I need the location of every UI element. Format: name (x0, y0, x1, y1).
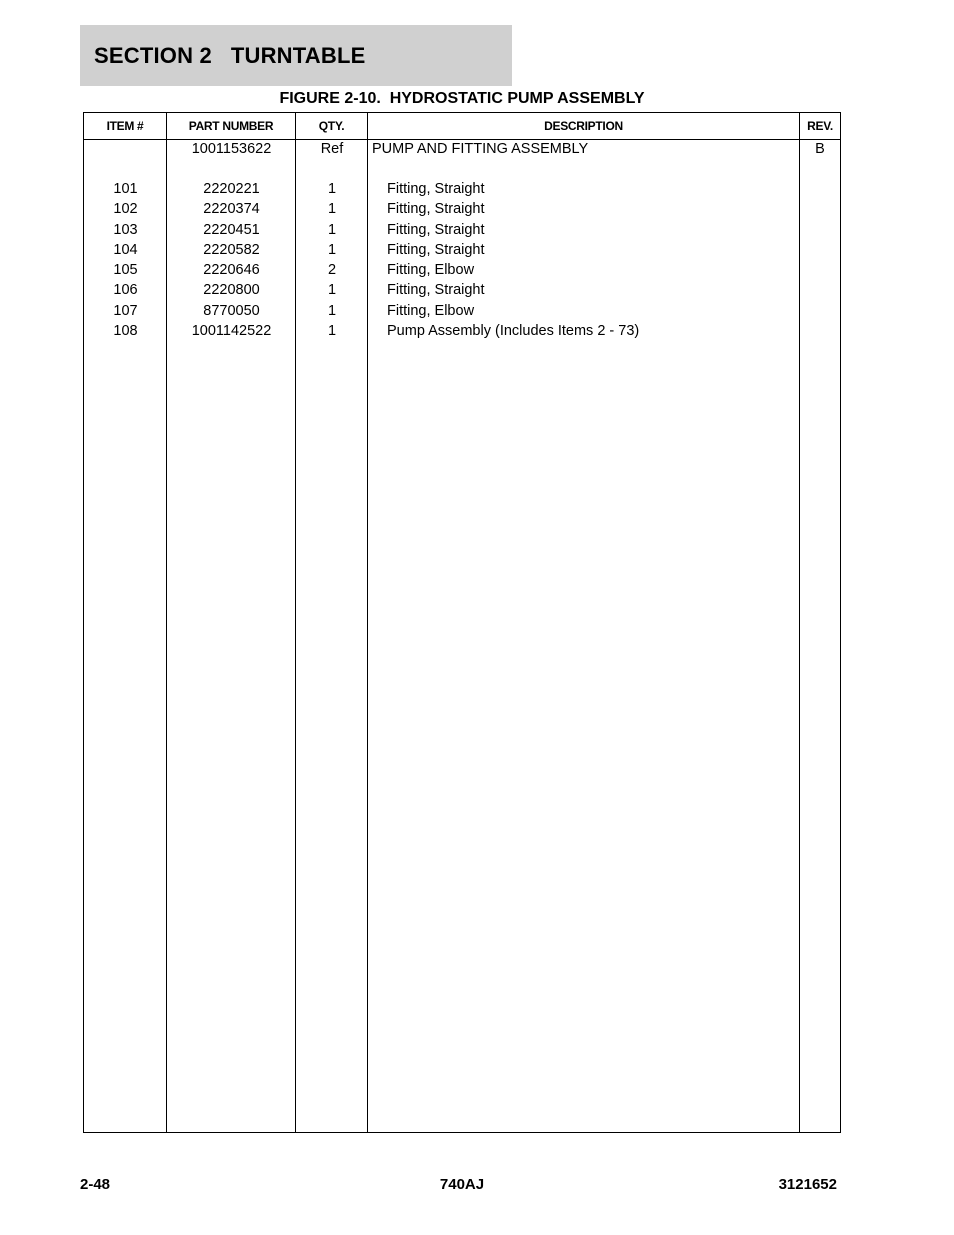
cell-part-number: 2220800 (203, 282, 260, 298)
cell-item: 105 (113, 262, 138, 278)
cell-qty: 1 (327, 303, 337, 319)
cell-description: Fitting, Straight (387, 181, 485, 197)
cell-qty: 2 (327, 262, 337, 278)
cell-part-number: 2220221 (203, 181, 260, 197)
cell-item: 104 (113, 242, 138, 258)
cell-qty: 1 (327, 323, 337, 339)
cell-item: 106 (113, 282, 138, 298)
cell-description: Fitting, Straight (387, 282, 485, 298)
cell-qty: Ref (320, 141, 344, 157)
header-rev: REV. (807, 119, 833, 133)
cell-part-number: 2220451 (203, 222, 260, 238)
cell-item: 103 (113, 222, 138, 238)
cell-part-number: 2220374 (203, 201, 260, 217)
cell-description: Fitting, Elbow (387, 262, 475, 278)
footer-model: 740AJ (439, 1176, 485, 1193)
footer-page-number: 2-48 (80, 1176, 111, 1193)
cell-description: PUMP AND FITTING ASSEMBLY (372, 141, 589, 157)
cell-description: Fitting, Straight (387, 222, 485, 238)
cell-description: Pump Assembly (Includes Items 2 - 73) (387, 323, 640, 339)
cell-description: Fitting, Straight (387, 242, 485, 258)
footer-manual-number: 3121652 (778, 1176, 837, 1193)
cell-part-number: 2220646 (203, 262, 260, 278)
cell-qty: 1 (327, 201, 337, 217)
cell-part-number: 1001153622 (191, 141, 272, 157)
cell-qty: 1 (327, 282, 337, 298)
header-qty: QTY. (318, 119, 345, 133)
cell-part-number: 8770050 (203, 303, 260, 319)
cell-description: Fitting, Elbow (387, 303, 475, 319)
cell-part-number: 2220582 (203, 242, 260, 258)
section-title: SECTION 2 TURNTABLE (94, 42, 366, 68)
cell-item: 102 (113, 201, 138, 217)
header-description: DESCRIPTION (544, 119, 623, 133)
header-item: ITEM # (106, 119, 144, 133)
parts-table (83, 112, 841, 1133)
cell-qty: 1 (327, 222, 337, 238)
cell-item: 107 (113, 303, 138, 319)
cell-item: 108 (113, 323, 138, 339)
cell-qty: 1 (327, 181, 337, 197)
cell-qty: 1 (327, 242, 337, 258)
cell-rev: B (815, 141, 825, 157)
cell-part-number: 1001142522 (191, 323, 272, 339)
header-part-number: PART NUMBER (188, 119, 274, 133)
figure-title: FIGURE 2-10. HYDROSTATIC PUMP ASSEMBLY (279, 90, 645, 107)
section-header (80, 25, 512, 86)
cell-item: 101 (113, 181, 138, 197)
cell-description: Fitting, Straight (387, 201, 485, 217)
